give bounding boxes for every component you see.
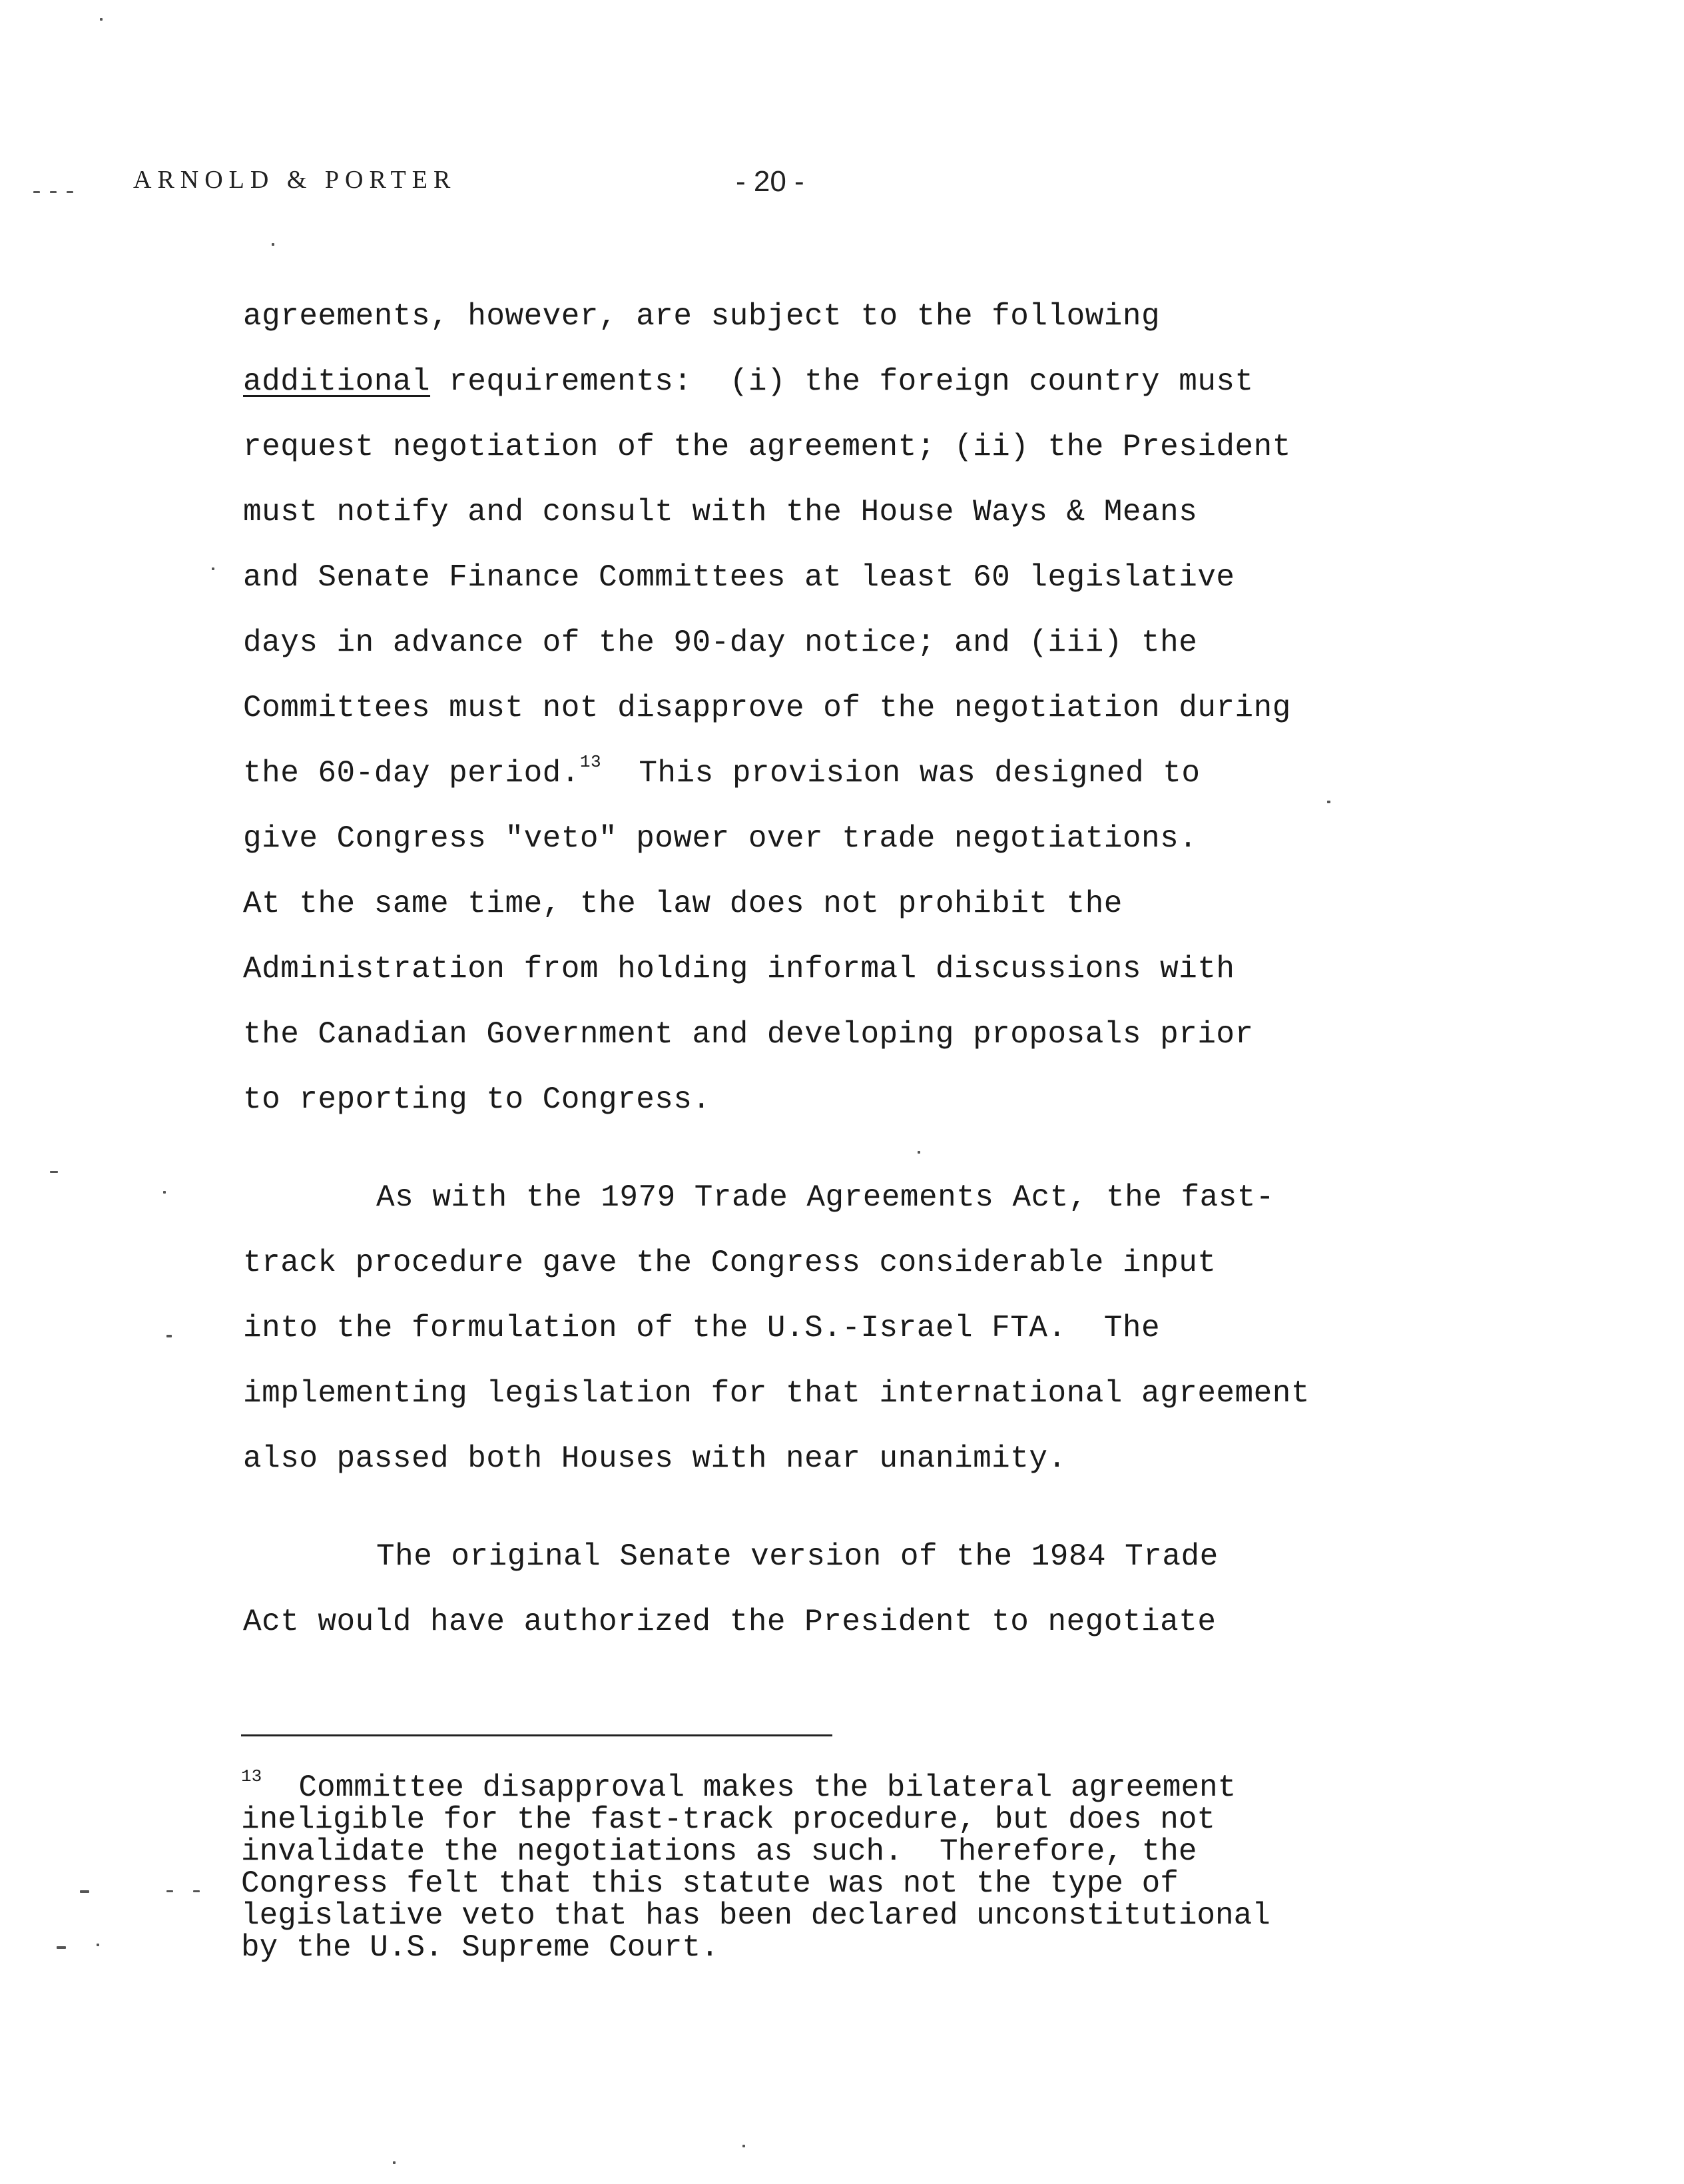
firm-name: ARNOLD & PORTER bbox=[133, 166, 457, 194]
underlined-word: additional bbox=[243, 364, 431, 399]
text-line: agreements, however, are subject to the following bbox=[243, 299, 1161, 334]
scan-speck bbox=[918, 1151, 920, 1154]
text-line: into the formulation of the U.S.-Israel FTA. The bbox=[243, 1311, 1161, 1345]
scan-speck bbox=[212, 567, 214, 570]
scan-speck bbox=[80, 1890, 89, 1893]
footnote-marker: 13 bbox=[241, 1766, 262, 1786]
footnote-line: by the U.S. Supreme Court. bbox=[241, 1930, 719, 1965]
scan-speck bbox=[33, 191, 40, 193]
scan-speck bbox=[272, 243, 274, 246]
footnote-line: Congress felt that this statute was not the type of bbox=[241, 1866, 1179, 1901]
text-line: Act would have authorized the President to negotiate bbox=[243, 1605, 1217, 1639]
text-line: Administration from holding informal discussions with bbox=[243, 952, 1235, 986]
text-line: Committees must not disapprove of the negotiation during bbox=[243, 691, 1291, 725]
text-line bbox=[243, 752, 1201, 792]
text-line: request negotiation of the agreement; (ii) the President bbox=[243, 430, 1291, 464]
scan-speck bbox=[1327, 801, 1330, 803]
scan-speck bbox=[100, 18, 103, 21]
footnote-line: legislative veto that has been declared unconstitutional bbox=[241, 1898, 1270, 1933]
page-number: - 20 - bbox=[736, 165, 804, 198]
scan-speck bbox=[97, 1944, 99, 1946]
text-line: track procedure gave the Congress considerable input bbox=[243, 1246, 1217, 1280]
text-line: also passed both Houses with near unanimity. bbox=[243, 1441, 1067, 1476]
text-line: days in advance of the 90-day notice; and (iii) the bbox=[243, 625, 1198, 660]
footnote-line: invalidate the negotiations as such. Therefore, the bbox=[241, 1834, 1197, 1869]
text-line bbox=[243, 363, 1254, 400]
footnote-line bbox=[241, 1766, 1237, 1805]
footnote-line: ineligible for the fast-track procedure, but does not bbox=[241, 1802, 1216, 1837]
text-line: the Canadian Government and developing proposals prior bbox=[243, 1017, 1254, 1052]
text-line: and Senate Finance Committees at least 60 legislative bbox=[243, 560, 1235, 595]
text-segment: requirements: (i) the foreign country must bbox=[430, 364, 1254, 399]
text-line: The original Senate version of the 1984 Trade bbox=[376, 1539, 1219, 1574]
text-line: At the same time, the law does not prohibit the bbox=[243, 887, 1123, 921]
footnote-reference: 13 bbox=[579, 752, 602, 772]
text-segment: Committee disapproval makes the bilateral agreement bbox=[262, 1770, 1237, 1805]
scan-speck bbox=[166, 1335, 172, 1337]
scan-speck bbox=[193, 1890, 200, 1892]
scan-speck bbox=[393, 2161, 396, 2164]
scan-speck bbox=[166, 1890, 173, 1892]
scan-speck bbox=[67, 191, 73, 193]
text-segment: This provision was designed to bbox=[601, 756, 1201, 791]
text-line: must notify and consult with the House Ways & Means bbox=[243, 495, 1198, 530]
footnote-separator bbox=[241, 1734, 832, 1736]
text-line: to reporting to Congress. bbox=[243, 1082, 711, 1117]
scan-speck bbox=[163, 1191, 166, 1194]
scan-speck bbox=[742, 2145, 745, 2147]
text-line: As with the 1979 Trade Agreements Act, the fast- bbox=[376, 1180, 1275, 1215]
text-line: give Congress "veto" power over trade negotiations. bbox=[243, 821, 1198, 856]
page-header bbox=[133, 165, 999, 205]
scan-speck bbox=[50, 1171, 58, 1173]
text-segment: the 60-day period. bbox=[243, 756, 580, 791]
scan-speck bbox=[50, 191, 57, 193]
text-line: implementing legislation for that international agreement bbox=[243, 1376, 1310, 1411]
scan-speck bbox=[57, 1946, 66, 1949]
